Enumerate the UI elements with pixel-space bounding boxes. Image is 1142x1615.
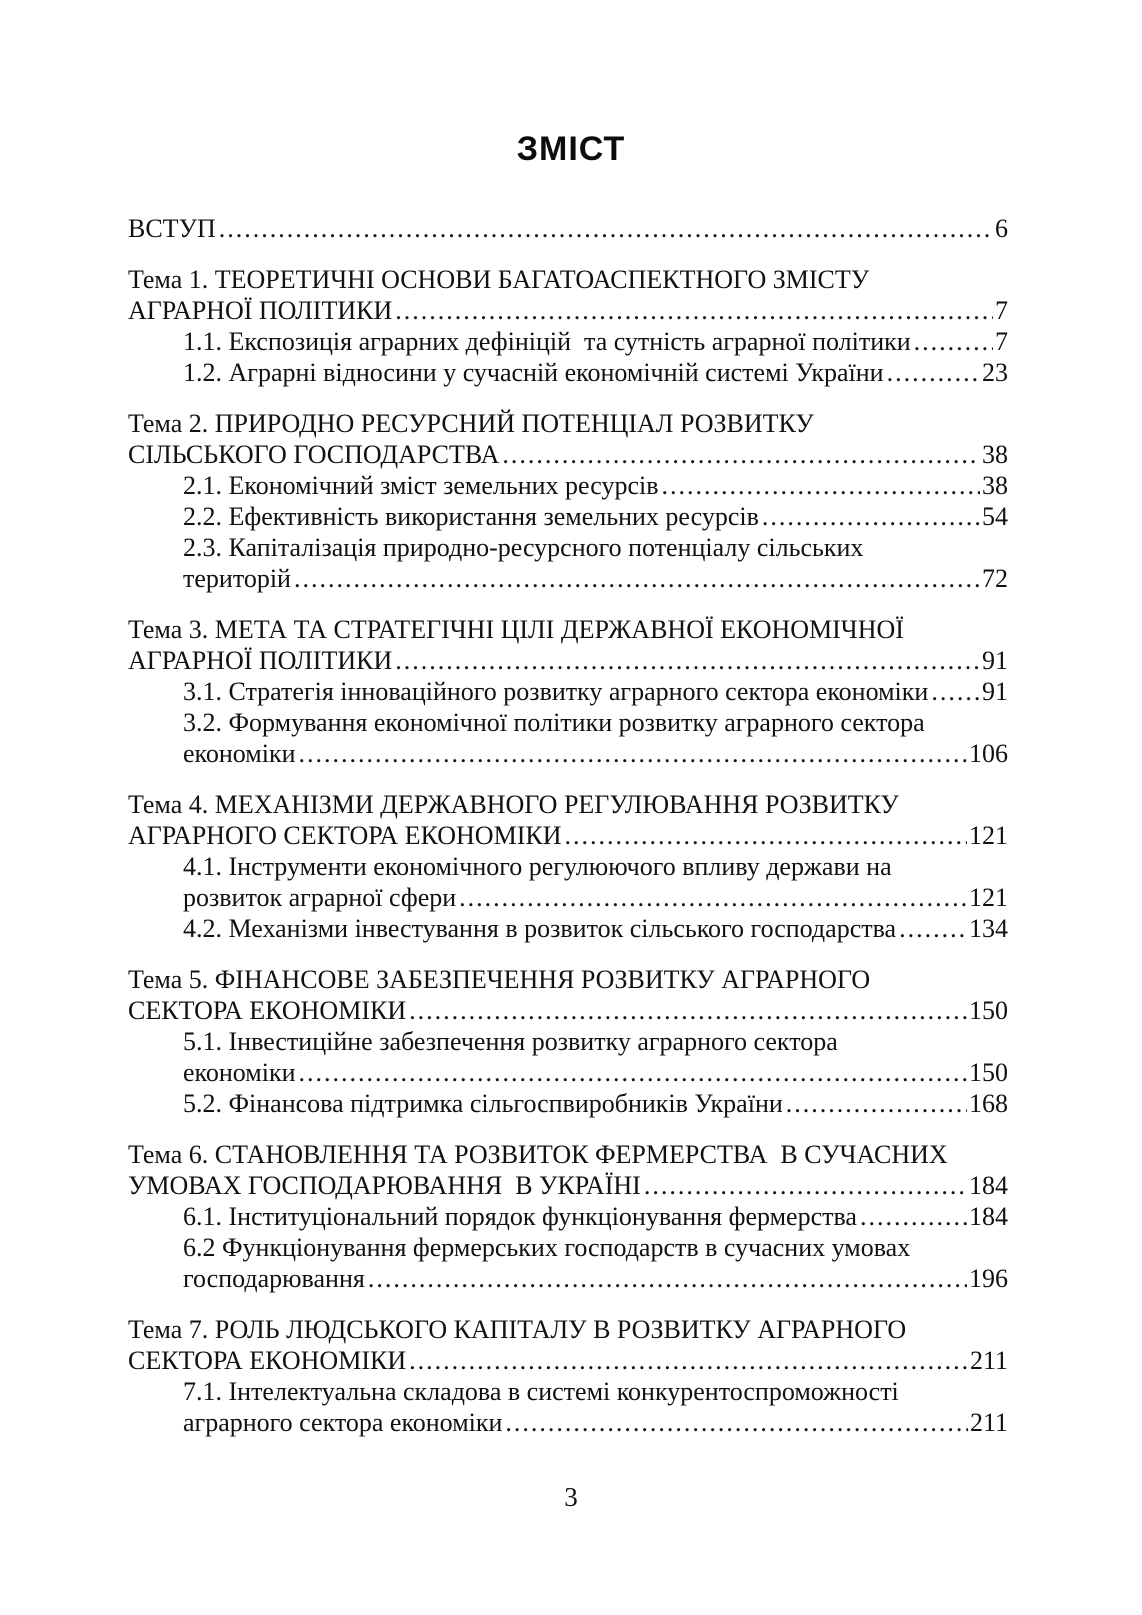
toc-entry bbox=[128, 1026, 1008, 1088]
toc-page-number: 54 bbox=[982, 502, 1008, 531]
toc-leader-dots bbox=[459, 882, 967, 913]
toc-entry-text: Тема 6. СТАНОВЛЕННЯ ТА РОЗВИТОК ФЕРМЕРСТВА В СУЧАСНИХ bbox=[128, 1140, 948, 1169]
toc-leader-dots bbox=[409, 995, 967, 1026]
toc-entry-line bbox=[128, 645, 1008, 676]
toc-entry-text: економіки bbox=[183, 739, 296, 768]
toc-entry-text: господарювання bbox=[183, 1264, 365, 1293]
toc-entry-line bbox=[128, 1088, 1008, 1119]
toc-page-number: 38 bbox=[982, 471, 1008, 500]
toc-entry-line bbox=[128, 1263, 1008, 1294]
toc-entry-line bbox=[128, 820, 1008, 851]
toc-entry-line bbox=[128, 676, 1008, 707]
page-title: ЗМІСТ bbox=[516, 130, 626, 168]
toc-entry-text: 1.1. Експозиція аграрних дефініцій та сутність аграрної політики bbox=[183, 327, 911, 356]
toc-entry bbox=[128, 1201, 1008, 1232]
toc-entry-line bbox=[128, 563, 1008, 594]
toc-entry-line bbox=[128, 264, 1008, 295]
toc-entry-line bbox=[128, 1232, 1008, 1263]
toc-page-number: 211 bbox=[969, 1346, 1008, 1375]
toc-leader-dots bbox=[644, 1170, 967, 1201]
toc-entry-line bbox=[128, 913, 1008, 944]
toc-entry-line bbox=[128, 357, 1008, 388]
toc-entry bbox=[128, 264, 1008, 326]
toc-entry-text: 3.2. Формування економічної політики розвитку аграрного сектора bbox=[183, 708, 925, 737]
toc-page-number: 23 bbox=[982, 358, 1008, 387]
toc-entry-line bbox=[128, 1407, 1008, 1438]
toc-page-number: 150 bbox=[969, 996, 1008, 1025]
toc-entry-text: 5.1. Інвестиційне забезпечення розвитку аграрного сектора bbox=[183, 1027, 838, 1056]
toc-entry-text: економіки bbox=[183, 1058, 296, 1087]
toc-entry-line bbox=[128, 851, 1008, 882]
toc-entry-text: Тема 3. МЕТА ТА СТРАТЕГІЧНІ ЦІЛІ ДЕРЖАВНОЇ ЕКОНОМІЧНОЇ bbox=[128, 615, 904, 644]
toc-entry bbox=[128, 614, 1008, 676]
toc-entry-text: 3.1. Стратегія інноваційного розвитку аграрного сектора економіки bbox=[183, 677, 929, 706]
toc-entry-line bbox=[128, 882, 1008, 913]
toc-entry bbox=[128, 357, 1008, 388]
toc-entry-text: Тема 5. ФІНАНСОВЕ ЗАБЕЗПЕЧЕННЯ РОЗВИТКУ АГРАРНОГО bbox=[128, 965, 871, 994]
toc-entry bbox=[128, 408, 1008, 470]
toc-entry bbox=[128, 1314, 1008, 1376]
toc-entry-line bbox=[128, 1139, 1008, 1170]
toc-entry-line bbox=[128, 1026, 1008, 1057]
toc-leader-dots bbox=[502, 439, 980, 470]
toc-page-number: 168 bbox=[969, 1089, 1008, 1118]
toc-leader-dots bbox=[786, 1088, 967, 1119]
toc-entry-line bbox=[128, 501, 1008, 532]
toc-leader-dots bbox=[299, 738, 968, 769]
toc-page-number: 184 bbox=[969, 1202, 1008, 1231]
toc-page-number: 121 bbox=[969, 821, 1008, 850]
toc-entry bbox=[128, 470, 1008, 501]
toc-leader-dots bbox=[294, 563, 980, 594]
toc-entry-text: 2.3. Капіталізація природно-ресурсного потенціалу сільських bbox=[183, 533, 864, 562]
toc-entry bbox=[128, 789, 1008, 851]
toc-entry-text: СЕКТОРА ЕКОНОМІКИ bbox=[128, 996, 407, 1025]
toc-entry-text: ВСТУП bbox=[128, 214, 216, 243]
toc-entry-line bbox=[128, 1057, 1008, 1088]
toc-entry bbox=[128, 913, 1008, 944]
toc-entry-text: 5.2. Фінансова підтримка сільгоспвиробників України bbox=[183, 1089, 783, 1118]
toc-entry bbox=[128, 532, 1008, 594]
toc-page-number: 184 bbox=[969, 1171, 1008, 1200]
toc-entry bbox=[128, 676, 1008, 707]
toc-entry-text: територій bbox=[183, 564, 291, 593]
toc-entry-text: Тема 1. ТЕОРЕТИЧНІ ОСНОВИ БАГАТОАСПЕКТНОГО ЗМІСТУ bbox=[128, 265, 870, 294]
toc-entry-text: аграрного сектора економіки bbox=[183, 1408, 503, 1437]
toc-entry-text: 4.2. Механізми інвестування в розвиток сільського господарства bbox=[183, 914, 897, 943]
toc-entry-text: СІЛЬСЬКОГО ГОСПОДАРСТВА bbox=[128, 440, 500, 469]
toc-page-number: 6 bbox=[995, 214, 1008, 243]
toc-entry-line bbox=[128, 1170, 1008, 1201]
toc-page-number: 196 bbox=[969, 1264, 1008, 1293]
toc-entry-line bbox=[128, 295, 1008, 326]
toc-entry-line bbox=[128, 532, 1008, 563]
toc-entry-line bbox=[128, 707, 1008, 738]
toc-entry-text: 6.2 Функціонування фермерських господарств в сучасних умовах bbox=[183, 1233, 911, 1262]
toc-leader-dots bbox=[564, 820, 967, 851]
toc-leader-dots bbox=[395, 295, 993, 326]
toc-entry-text: АГРАРНОГО СЕКТОРА ЕКОНОМІКИ bbox=[128, 821, 562, 850]
toc-entry bbox=[128, 213, 1008, 244]
toc-leader-dots bbox=[299, 1057, 968, 1088]
toc-leader-dots bbox=[899, 913, 967, 944]
toc-entry-line bbox=[128, 964, 1008, 995]
toc-page-number: 91 bbox=[982, 646, 1008, 675]
toc-leader-dots bbox=[762, 501, 980, 532]
toc-leader-dots bbox=[395, 645, 980, 676]
toc-entry-line bbox=[128, 408, 1008, 439]
toc-entry-text: АГРАРНОЇ ПОЛІТИКИ bbox=[128, 646, 393, 675]
toc-leader-dots bbox=[887, 357, 980, 388]
toc-leader-dots bbox=[860, 1201, 967, 1232]
toc-entry bbox=[128, 326, 1008, 357]
toc-page-number: 7 bbox=[995, 327, 1008, 356]
toc-entry-line bbox=[128, 1314, 1008, 1345]
toc-entry-line bbox=[128, 439, 1008, 470]
toc-entry-text: розвиток аграрної сфери bbox=[183, 883, 457, 912]
toc-entry-line bbox=[128, 1345, 1008, 1376]
toc-entry-line bbox=[128, 1376, 1008, 1407]
toc-leader-dots bbox=[505, 1407, 968, 1438]
toc-page-number: 150 bbox=[969, 1058, 1008, 1087]
toc-entry-text: Тема 7. РОЛЬ ЛЮДСЬКОГО КАПІТАЛУ В РОЗВИТКУ АГРАРНОГО bbox=[128, 1315, 907, 1344]
toc-entry-line bbox=[128, 789, 1008, 820]
toc-entry bbox=[128, 851, 1008, 913]
toc-page-number: 72 bbox=[982, 564, 1008, 593]
toc-entry-line bbox=[128, 213, 1008, 244]
toc-entry-text: Тема 2. ПРИРОДНО РЕСУРСНИЙ ПОТЕНЦІАЛ РОЗВИТКУ bbox=[128, 409, 814, 438]
toc-page-number: 7 bbox=[995, 296, 1008, 325]
page-number-footer: 3 bbox=[564, 1482, 578, 1512]
toc-leader-dots bbox=[219, 213, 993, 244]
toc-entry-text: 1.2. Аграрні відносини у сучасній економічній системі України bbox=[183, 358, 884, 387]
toc-leader-dots bbox=[409, 1345, 968, 1376]
toc-entry-text: Тема 4. МЕХАНІЗМИ ДЕРЖАВНОГО РЕГУЛЮВАННЯ РОЗВИТКУ bbox=[128, 790, 899, 819]
toc-page-number: 134 bbox=[969, 914, 1008, 943]
toc-entry-line bbox=[128, 995, 1008, 1026]
toc-entry-text: 2.1. Економічний зміст земельних ресурсів bbox=[183, 471, 659, 500]
toc-entry bbox=[128, 501, 1008, 532]
toc-entry bbox=[128, 707, 1008, 769]
toc-entry bbox=[128, 1232, 1008, 1294]
toc-entry bbox=[128, 964, 1008, 1026]
toc-entry-text: 2.2. Ефективність використання земельних ресурсів bbox=[183, 502, 759, 531]
toc-leader-dots bbox=[661, 470, 980, 501]
toc-page-number: 211 bbox=[969, 1408, 1008, 1437]
toc-entry-text: УМОВАХ ГОСПОДАРЮВАННЯ В УКРАЇНІ bbox=[128, 1171, 641, 1200]
toc-entry bbox=[128, 1376, 1008, 1438]
toc-page-number: 106 bbox=[969, 739, 1008, 768]
toc-entry-text: СЕКТОРА ЕКОНОМІКИ bbox=[128, 1346, 407, 1375]
toc-leader-dots bbox=[931, 676, 980, 707]
toc-entry-line bbox=[128, 470, 1008, 501]
table-of-contents bbox=[128, 213, 1008, 1438]
toc-entry-text: 4.1. Інструменти економічного регулюючого впливу держави на bbox=[183, 852, 892, 881]
toc-page-number: 38 bbox=[982, 440, 1008, 469]
toc-entry-line bbox=[128, 614, 1008, 645]
toc-entry-line bbox=[128, 326, 1008, 357]
toc-page-number: 121 bbox=[969, 883, 1008, 912]
toc-entry bbox=[128, 1139, 1008, 1201]
toc-entry-text: 7.1. Інтелектуальна складова в системі конкурентоспроможності bbox=[183, 1377, 899, 1406]
toc-leader-dots bbox=[368, 1263, 967, 1294]
toc-entry bbox=[128, 1088, 1008, 1119]
toc-entry-text: 6.1. Інституціональний порядок функціонування фермерства bbox=[183, 1202, 857, 1231]
toc-leader-dots bbox=[914, 326, 993, 357]
toc-entry-line bbox=[128, 738, 1008, 769]
toc-page-number: 91 bbox=[982, 677, 1008, 706]
toc-entry-line bbox=[128, 1201, 1008, 1232]
toc-entry-text: АГРАРНОЇ ПОЛІТИКИ bbox=[128, 296, 393, 325]
